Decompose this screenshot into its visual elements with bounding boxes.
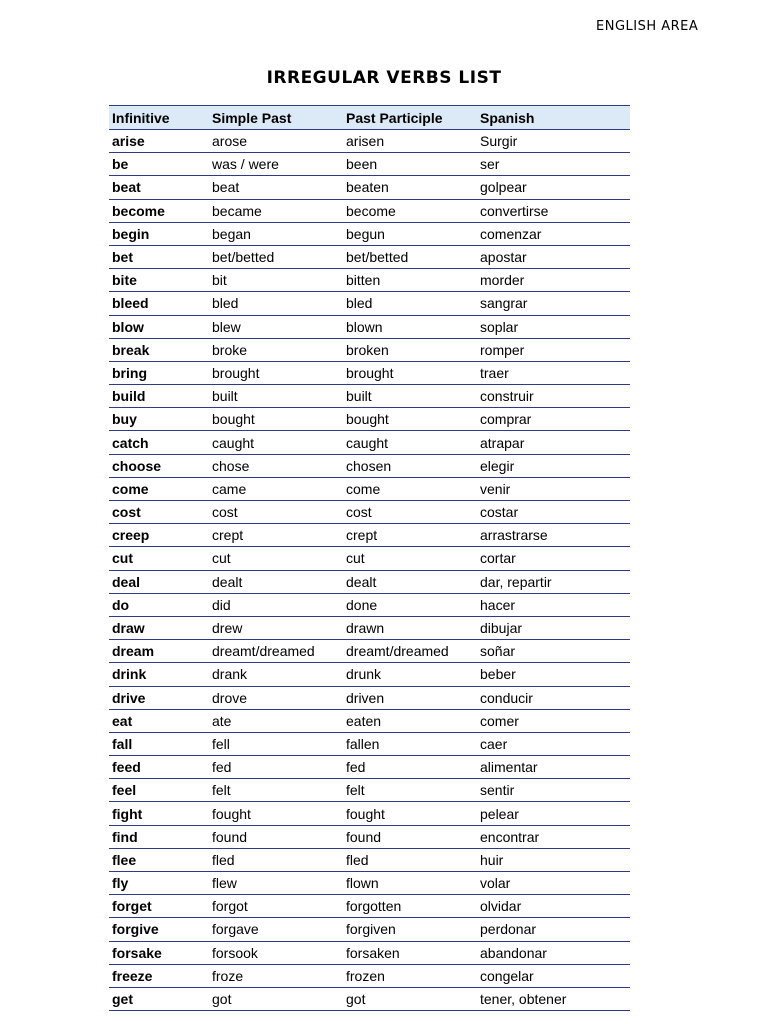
infinitive-cell: come: [109, 477, 209, 500]
spanish-cell: ser: [477, 153, 630, 176]
infinitive-cell: freeze: [109, 964, 209, 987]
past-participle-cell: broken: [343, 338, 477, 361]
infinitive-cell: bring: [109, 361, 209, 384]
table-row: [109, 593, 630, 616]
simple-past-cell: got: [209, 987, 343, 1010]
past-participle-cell: caught: [343, 431, 477, 454]
table-row: [109, 802, 630, 825]
infinitive-cell: deal: [109, 570, 209, 593]
past-participle-cell: fed: [343, 756, 477, 779]
past-participle-cell: forgotten: [343, 895, 477, 918]
infinitive-cell: drive: [109, 686, 209, 709]
table-row: [109, 477, 630, 500]
simple-past-cell: found: [209, 825, 343, 848]
past-participle-cell: been: [343, 153, 477, 176]
past-participle-cell: forsaken: [343, 941, 477, 964]
infinitive-cell: build: [109, 385, 209, 408]
past-participle-cell: chosen: [343, 454, 477, 477]
column-header-simple-past: Simple Past: [209, 106, 343, 130]
past-participle-cell: come: [343, 477, 477, 500]
infinitive-cell: cost: [109, 501, 209, 524]
table-row: [109, 269, 630, 292]
simple-past-cell: brought: [209, 361, 343, 384]
simple-past-cell: drank: [209, 663, 343, 686]
past-participle-cell: blown: [343, 315, 477, 338]
table-row: [109, 361, 630, 384]
infinitive-cell: forget: [109, 895, 209, 918]
past-participle-cell: cut: [343, 547, 477, 570]
simple-past-cell: beat: [209, 176, 343, 199]
simple-past-cell: froze: [209, 964, 343, 987]
spanish-cell: olvidar: [477, 895, 630, 918]
spanish-cell: alimentar: [477, 756, 630, 779]
table-row: [109, 640, 630, 663]
past-participle-cell: bet/betted: [343, 245, 477, 268]
table-row: [109, 964, 630, 987]
spanish-cell: dibujar: [477, 616, 630, 639]
infinitive-cell: be: [109, 153, 209, 176]
infinitive-cell: flee: [109, 848, 209, 871]
table-row: [109, 408, 630, 431]
simple-past-cell: became: [209, 199, 343, 222]
simple-past-cell: flew: [209, 872, 343, 895]
spanish-cell: caer: [477, 732, 630, 755]
past-participle-cell: bought: [343, 408, 477, 431]
table-row: [109, 686, 630, 709]
past-participle-cell: crept: [343, 524, 477, 547]
infinitive-cell: feel: [109, 779, 209, 802]
table-row: [109, 245, 630, 268]
simple-past-cell: forsook: [209, 941, 343, 964]
spanish-cell: hacer: [477, 593, 630, 616]
spanish-cell: traer: [477, 361, 630, 384]
simple-past-cell: drew: [209, 616, 343, 639]
past-participle-cell: got: [343, 987, 477, 1010]
infinitive-cell: forgive: [109, 918, 209, 941]
table-row: [109, 848, 630, 871]
spanish-cell: soplar: [477, 315, 630, 338]
header-area-label: ENGLISH AREA: [596, 19, 699, 34]
table-row: [109, 199, 630, 222]
infinitive-cell: forsake: [109, 941, 209, 964]
column-header-past-participle: Past Participle: [343, 106, 477, 130]
past-participle-cell: bled: [343, 292, 477, 315]
simple-past-cell: bled: [209, 292, 343, 315]
irregular-verbs-table: [109, 105, 630, 1011]
table-row: [109, 292, 630, 315]
table-row: [109, 663, 630, 686]
spanish-cell: soñar: [477, 640, 630, 663]
simple-past-cell: did: [209, 593, 343, 616]
past-participle-cell: drunk: [343, 663, 477, 686]
table-row: [109, 756, 630, 779]
infinitive-cell: creep: [109, 524, 209, 547]
spanish-cell: encontrar: [477, 825, 630, 848]
spanish-cell: comer: [477, 709, 630, 732]
infinitive-cell: do: [109, 593, 209, 616]
infinitive-cell: bite: [109, 269, 209, 292]
spanish-cell: arrastrarse: [477, 524, 630, 547]
simple-past-cell: felt: [209, 779, 343, 802]
simple-past-cell: caught: [209, 431, 343, 454]
simple-past-cell: blew: [209, 315, 343, 338]
spanish-cell: perdonar: [477, 918, 630, 941]
table-row: [109, 918, 630, 941]
table-row: [109, 547, 630, 570]
infinitive-cell: break: [109, 338, 209, 361]
spanish-cell: pelear: [477, 802, 630, 825]
past-participle-cell: drawn: [343, 616, 477, 639]
infinitive-cell: drink: [109, 663, 209, 686]
spanish-cell: sentir: [477, 779, 630, 802]
simple-past-cell: broke: [209, 338, 343, 361]
simple-past-cell: chose: [209, 454, 343, 477]
table-row: [109, 130, 630, 153]
spanish-cell: conducir: [477, 686, 630, 709]
infinitive-cell: find: [109, 825, 209, 848]
past-participle-cell: dealt: [343, 570, 477, 593]
past-participle-cell: brought: [343, 361, 477, 384]
past-participle-cell: dreamt/dreamed: [343, 640, 477, 663]
table-row: [109, 779, 630, 802]
infinitive-cell: fly: [109, 872, 209, 895]
table-row: [109, 431, 630, 454]
table-row: [109, 732, 630, 755]
infinitive-cell: buy: [109, 408, 209, 431]
simple-past-cell: forgot: [209, 895, 343, 918]
table-row: [109, 338, 630, 361]
past-participle-cell: eaten: [343, 709, 477, 732]
spanish-cell: cortar: [477, 547, 630, 570]
table-row: [109, 709, 630, 732]
simple-past-cell: cost: [209, 501, 343, 524]
table-header-row: [109, 106, 630, 130]
spanish-cell: apostar: [477, 245, 630, 268]
spanish-cell: comprar: [477, 408, 630, 431]
table-row: [109, 524, 630, 547]
past-participle-cell: fled: [343, 848, 477, 871]
infinitive-cell: feed: [109, 756, 209, 779]
spanish-cell: abandonar: [477, 941, 630, 964]
spanish-cell: beber: [477, 663, 630, 686]
infinitive-cell: bet: [109, 245, 209, 268]
simple-past-cell: bet/betted: [209, 245, 343, 268]
simple-past-cell: dealt: [209, 570, 343, 593]
past-participle-cell: cost: [343, 501, 477, 524]
past-participle-cell: found: [343, 825, 477, 848]
table-row: [109, 616, 630, 639]
spanish-cell: congelar: [477, 964, 630, 987]
spanish-cell: golpear: [477, 176, 630, 199]
infinitive-cell: choose: [109, 454, 209, 477]
page-title: IRREGULAR VERBS LIST: [266, 68, 502, 88]
infinitive-cell: arise: [109, 130, 209, 153]
simple-past-cell: dreamt/dreamed: [209, 640, 343, 663]
table-row: [109, 872, 630, 895]
simple-past-cell: bought: [209, 408, 343, 431]
spanish-cell: dar, repartir: [477, 570, 630, 593]
table-row: [109, 454, 630, 477]
simple-past-cell: built: [209, 385, 343, 408]
past-participle-cell: forgiven: [343, 918, 477, 941]
table-row: [109, 987, 630, 1010]
spanish-cell: convertirse: [477, 199, 630, 222]
spanish-cell: elegir: [477, 454, 630, 477]
infinitive-cell: begin: [109, 222, 209, 245]
past-participle-cell: arisen: [343, 130, 477, 153]
infinitive-cell: blow: [109, 315, 209, 338]
past-participle-cell: beaten: [343, 176, 477, 199]
spanish-cell: romper: [477, 338, 630, 361]
simple-past-cell: began: [209, 222, 343, 245]
infinitive-cell: draw: [109, 616, 209, 639]
past-participle-cell: fallen: [343, 732, 477, 755]
past-participle-cell: become: [343, 199, 477, 222]
infinitive-cell: catch: [109, 431, 209, 454]
spanish-cell: comenzar: [477, 222, 630, 245]
spanish-cell: construir: [477, 385, 630, 408]
past-participle-cell: fought: [343, 802, 477, 825]
table-row: [109, 385, 630, 408]
past-participle-cell: driven: [343, 686, 477, 709]
past-participle-cell: bitten: [343, 269, 477, 292]
spanish-cell: morder: [477, 269, 630, 292]
table-row: [109, 570, 630, 593]
infinitive-cell: fall: [109, 732, 209, 755]
simple-past-cell: came: [209, 477, 343, 500]
table-row: [109, 315, 630, 338]
past-participle-cell: built: [343, 385, 477, 408]
simple-past-cell: fled: [209, 848, 343, 871]
simple-past-cell: ate: [209, 709, 343, 732]
infinitive-cell: get: [109, 987, 209, 1010]
simple-past-cell: arose: [209, 130, 343, 153]
past-participle-cell: flown: [343, 872, 477, 895]
spanish-cell: Surgir: [477, 130, 630, 153]
column-header-spanish: Spanish: [477, 106, 630, 130]
spanish-cell: tener, obtener: [477, 987, 630, 1010]
infinitive-cell: dream: [109, 640, 209, 663]
spanish-cell: costar: [477, 501, 630, 524]
infinitive-cell: become: [109, 199, 209, 222]
past-participle-cell: frozen: [343, 964, 477, 987]
infinitive-cell: cut: [109, 547, 209, 570]
table-row: [109, 941, 630, 964]
simple-past-cell: was / were: [209, 153, 343, 176]
table-row: [109, 153, 630, 176]
simple-past-cell: drove: [209, 686, 343, 709]
table-row: [109, 825, 630, 848]
simple-past-cell: fought: [209, 802, 343, 825]
past-participle-cell: begun: [343, 222, 477, 245]
table-row: [109, 176, 630, 199]
simple-past-cell: crept: [209, 524, 343, 547]
spanish-cell: huir: [477, 848, 630, 871]
spanish-cell: volar: [477, 872, 630, 895]
simple-past-cell: cut: [209, 547, 343, 570]
simple-past-cell: fed: [209, 756, 343, 779]
past-participle-cell: felt: [343, 779, 477, 802]
simple-past-cell: bit: [209, 269, 343, 292]
spanish-cell: venir: [477, 477, 630, 500]
infinitive-cell: bleed: [109, 292, 209, 315]
simple-past-cell: forgave: [209, 918, 343, 941]
spanish-cell: sangrar: [477, 292, 630, 315]
simple-past-cell: fell: [209, 732, 343, 755]
infinitive-cell: fight: [109, 802, 209, 825]
table-body: [109, 130, 630, 1011]
past-participle-cell: done: [343, 593, 477, 616]
infinitive-cell: eat: [109, 709, 209, 732]
table-row: [109, 222, 630, 245]
spanish-cell: atrapar: [477, 431, 630, 454]
column-header-infinitive: Infinitive: [109, 106, 209, 130]
infinitive-cell: beat: [109, 176, 209, 199]
table-row: [109, 501, 630, 524]
table-row: [109, 895, 630, 918]
